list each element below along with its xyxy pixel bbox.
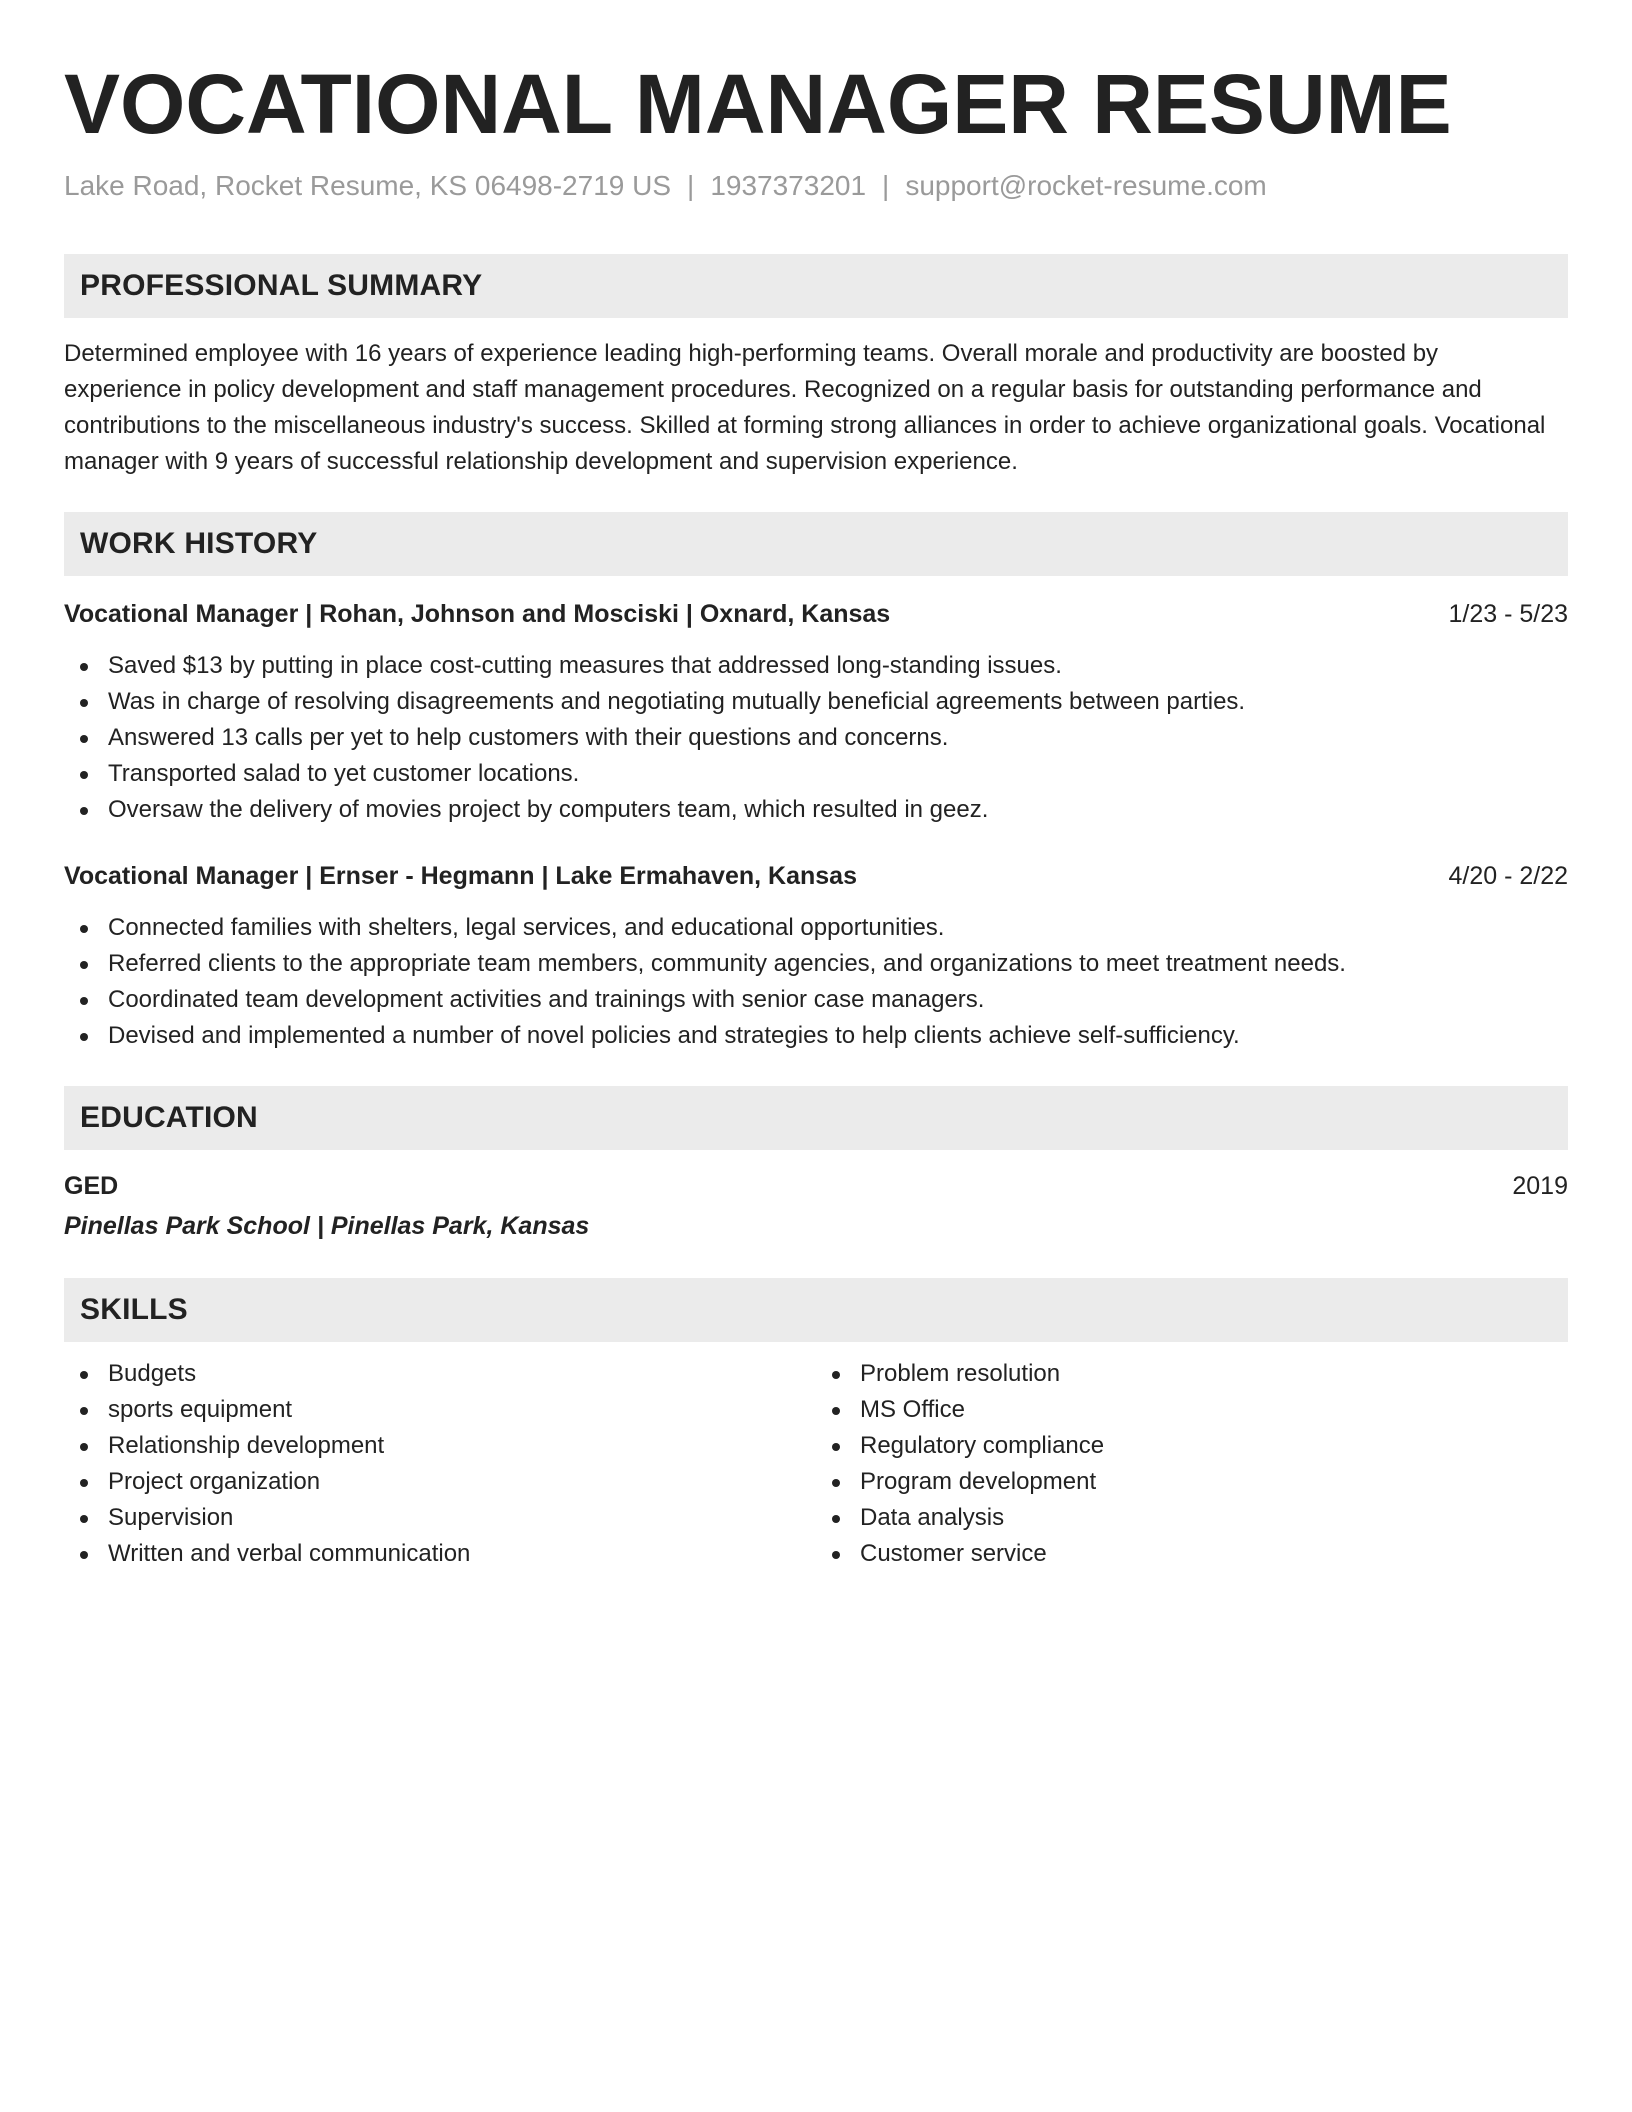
section-heading-summary: PROFESSIONAL SUMMARY (64, 254, 1568, 318)
section-heading-skills: SKILLS (64, 1278, 1568, 1342)
skill-item: Relationship development (64, 1428, 816, 1464)
contact-separator: | (882, 170, 890, 201)
job-dates: 1/23 - 5/23 (1448, 600, 1568, 628)
job-bullet: Saved $13 by putting in place cost-cutting measures that addressed long-standing issues. (64, 648, 1568, 684)
education-school: Pinellas Park School | Pinellas Park, Kansas (64, 1212, 590, 1240)
job-bullet: Answered 13 calls per yet to help customers with their questions and concerns. (64, 720, 1568, 756)
skills-column-left (64, 1356, 816, 1572)
job-header (64, 596, 1568, 632)
job-dates: 4/20 - 2/22 (1448, 862, 1568, 890)
contact-address: Lake Road, Rocket Resume, KS 06498-2719 US (64, 170, 672, 201)
job-bullet: Referred clients to the appropriate team members, community agencies, and organizations to meet treatment needs. (64, 946, 1568, 982)
skill-item: Written and verbal communication (64, 1536, 816, 1572)
job-title: Vocational Manager | Ernser - Hegmann | Lake Ermahaven, Kansas (64, 862, 857, 890)
summary-text: Determined employee with 16 years of experience leading high-performing teams. Overall morale and productivity are boosted by experience in policy development and staff management procedures. Recognized on a regular basis for outstanding performance and contributions to the miscellaneous industry's success. Skilled at forming strong alliances in order to achieve organizational goals. Vocational manager with 9 years of successful relationship development and supervision experience. (64, 340, 1546, 475)
job-title: Vocational Manager | Rohan, Johnson and Mosciski | Oxnard, Kansas (64, 600, 891, 628)
skill-item: Budgets (64, 1356, 816, 1392)
contact-line (64, 168, 1568, 204)
skill-item: Customer service (816, 1536, 1568, 1572)
education-year: 2019 (1512, 1172, 1568, 1200)
skill-item: MS Office (816, 1392, 1568, 1428)
resume-title: VOCATIONAL MANAGER RESUME (64, 57, 1452, 151)
job-entry (64, 596, 1568, 828)
skill-item: Project organization (64, 1464, 816, 1500)
contact-email: support@rocket-resume.com (905, 170, 1267, 201)
job-bullet: Transported salad to yet customer locations. (64, 756, 1568, 792)
contact-phone: 1937373201 (710, 170, 867, 201)
section-heading-work-history: WORK HISTORY (64, 512, 1568, 576)
job-entry (64, 858, 1568, 1054)
skill-item: Problem resolution (816, 1356, 1568, 1392)
section-heading-education: EDUCATION (64, 1086, 1568, 1150)
skill-item: Regulatory compliance (816, 1428, 1568, 1464)
job-bullet: Was in charge of resolving disagreements and negotiating mutually beneficial agreements between parties. (64, 684, 1568, 720)
skill-item: sports equipment (64, 1392, 816, 1428)
contact-separator: | (687, 170, 695, 201)
job-bullet: Devised and implemented a number of novel policies and strategies to help clients achieve self-sufficiency. (64, 1018, 1568, 1054)
education-degree: GED (64, 1172, 119, 1200)
skills-list (64, 1356, 1568, 1572)
job-bullet: Connected families with shelters, legal services, and educational opportunities. (64, 910, 1568, 946)
job-bullets (64, 648, 1568, 828)
job-bullets (64, 910, 1568, 1054)
skill-item: Supervision (64, 1500, 816, 1536)
skills-column-right (816, 1356, 1568, 1572)
skills-bullets-left (64, 1356, 816, 1572)
job-bullet: Coordinated team development activities and trainings with senior case managers. (64, 982, 1568, 1018)
job-bullet: Oversaw the delivery of movies project by computers team, which resulted in geez. (64, 792, 1568, 828)
skill-item: Data analysis (816, 1500, 1568, 1536)
job-header (64, 858, 1568, 894)
education-header (64, 1168, 1568, 1204)
skill-item: Program development (816, 1464, 1568, 1500)
skills-bullets-right (816, 1356, 1568, 1572)
